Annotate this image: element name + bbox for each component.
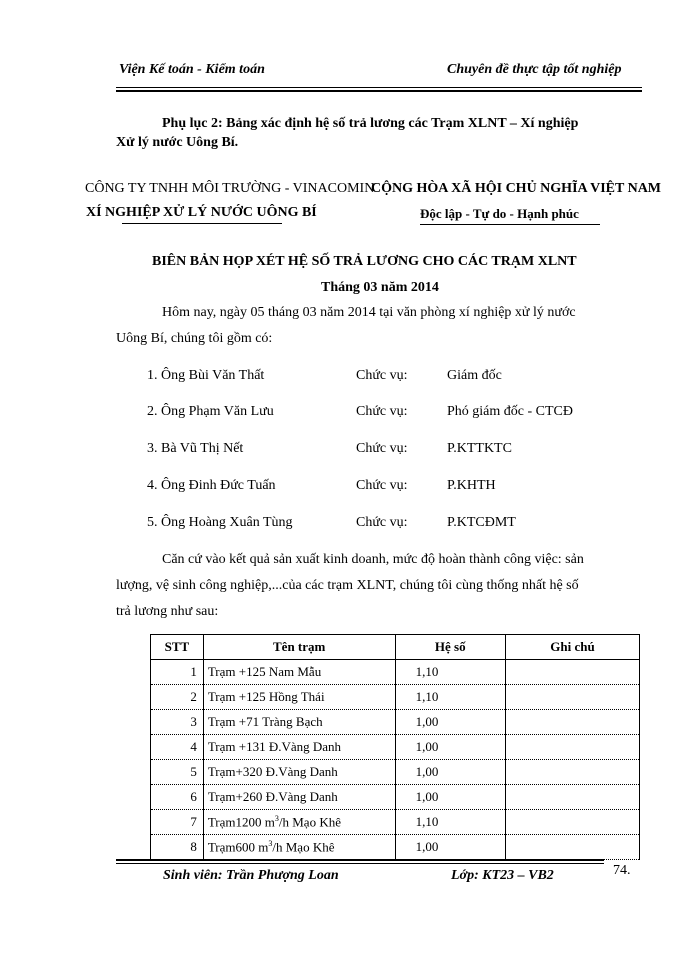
- row-station: [203, 760, 395, 785]
- attendee-2-role: Phó giám đốc - CTCĐ: [447, 404, 573, 419]
- attendee-4-name: 4. Ông Đinh Đức Tuấn: [147, 478, 276, 493]
- header-left: Viện Kế toán - Kiểm toán: [119, 62, 265, 77]
- table-row: [151, 710, 640, 735]
- basis-line2: lượng, vệ sinh công nghiệp,...của các trạm XLNT, chúng tôi cùng thống nhất hệ số: [116, 578, 579, 593]
- appendix-line1: Phụ lục 2: Bảng xác định hệ số trả lương các Trạm XLNT – Xí nghiệp: [162, 116, 579, 131]
- table-row: [151, 760, 640, 785]
- attendee-5-role-label: Chức vụ:: [356, 515, 408, 530]
- unit-superscript: 3: [268, 838, 273, 848]
- basis-line1: Căn cứ vào kết quả sản xuất kinh doanh, mức độ hoàn thành công việc: sản: [162, 552, 584, 567]
- document-title: BIÊN BẢN HỌP XÉT HỆ SỐ TRẢ LƯƠNG CHO CÁC TRẠM XLNT: [152, 254, 577, 269]
- table-row: [151, 785, 640, 810]
- footer-student: Sinh viên: Trần Phượng Loan: [163, 868, 339, 883]
- appendix-line2: Xử lý nước Uông Bí.: [116, 135, 239, 150]
- attendee-5-role: P.KTCĐMT: [447, 515, 516, 530]
- station-name: Trạm600 m: [207, 839, 269, 855]
- station-name: Trạm+260 Đ.Vàng Danh: [207, 789, 338, 804]
- attendee-1-role-label: Chức vụ:: [356, 368, 408, 383]
- row-note: [505, 760, 639, 785]
- row-coefficient: 1,10: [395, 660, 505, 685]
- attendee-3-role-label: Chức vụ:: [356, 441, 408, 456]
- table-row: [151, 735, 640, 760]
- row-coefficient: 1,10: [395, 685, 505, 710]
- attendee-4-role: P.KHTH: [447, 478, 496, 493]
- station-name: Trạm1200 m: [207, 814, 275, 830]
- row-stt: 6: [151, 785, 204, 810]
- table-row: [151, 685, 640, 710]
- header-right: Chuyên đề thực tập tốt nghiệp: [447, 62, 622, 77]
- col-header-station: Tên trạm: [203, 635, 395, 660]
- footer-rule-top: [116, 859, 604, 861]
- enterprise-underline: [122, 223, 282, 224]
- table-row: [151, 835, 640, 860]
- intro-line2: Uông Bí, chúng tôi gồm có:: [116, 331, 273, 346]
- nation-name: CỘNG HÒA XÃ HỘI CHỦ NGHĨA VIỆT NAM: [371, 181, 662, 196]
- row-stt: 8: [151, 835, 204, 860]
- row-station: [203, 810, 395, 835]
- station-name: Trạm +125 Hồng Thái: [207, 689, 325, 704]
- row-coefficient: 1,00: [395, 735, 505, 760]
- row-station: [203, 710, 395, 735]
- row-stt: 4: [151, 735, 204, 760]
- row-note: [505, 785, 639, 810]
- row-station: [203, 835, 395, 860]
- table-header-row: [151, 635, 640, 660]
- station-name-tail: /h Mạo Khê: [278, 814, 341, 830]
- attendee-1-role: Giám đốc: [447, 368, 502, 383]
- row-station: [203, 660, 395, 685]
- row-station: [203, 735, 395, 760]
- enterprise-name: XÍ NGHIỆP XỬ LÝ NƯỚC UÔNG BÍ: [86, 205, 317, 220]
- attendee-5-name: 5. Ông Hoàng Xuân Tùng: [147, 515, 293, 530]
- row-note: [505, 835, 639, 860]
- row-stt: 2: [151, 685, 204, 710]
- table-row: [151, 660, 640, 685]
- attendee-3-name: 3. Bà Vũ Thị Nết: [147, 441, 244, 456]
- header-rule-bottom: [116, 90, 642, 92]
- col-header-stt: STT: [151, 635, 204, 660]
- motto: Độc lập - Tự do - Hạnh phúc: [420, 206, 579, 221]
- row-note: [505, 810, 639, 835]
- page-number: 74.: [613, 863, 631, 878]
- row-coefficient: 1,10: [395, 810, 505, 835]
- row-coefficient: 1,00: [395, 710, 505, 735]
- document-date: Tháng 03 năm 2014: [321, 280, 439, 295]
- attendee-1-name: 1. Ông Bùi Văn Thất: [147, 368, 265, 383]
- row-note: [505, 660, 639, 685]
- coefficient-table: [150, 634, 640, 860]
- footer-class: Lớp: KT23 – VB2: [451, 868, 554, 883]
- row-station: [203, 685, 395, 710]
- row-stt: 1: [151, 660, 204, 685]
- attendee-3-role: P.KTTKTC: [447, 441, 512, 456]
- header-rule-top: [116, 87, 642, 88]
- row-coefficient: 1,00: [395, 835, 505, 860]
- basis-line3: trả lương như sau:: [116, 604, 219, 619]
- station-name-tail: /h Mạo Khê: [272, 839, 335, 855]
- row-note: [505, 685, 639, 710]
- station-name: Trạm +71 Tràng Bạch: [207, 714, 323, 729]
- attendee-4-role-label: Chức vụ:: [356, 478, 408, 493]
- row-coefficient: 1,00: [395, 785, 505, 810]
- footer-rule-bottom: [116, 863, 604, 864]
- station-name: Trạm +131 Đ.Vàng Danh: [207, 739, 342, 754]
- row-coefficient: 1,00: [395, 760, 505, 785]
- col-header-coefficient: Hệ số: [395, 635, 505, 660]
- attendee-2-role-label: Chức vụ:: [356, 404, 408, 419]
- attendee-2-name: 2. Ông Phạm Văn Lưu: [147, 404, 274, 419]
- row-stt: 7: [151, 810, 204, 835]
- motto-underline: [420, 224, 600, 225]
- unit-superscript: 3: [274, 813, 279, 823]
- station-name: Trạm +125 Nam Mẫu: [207, 664, 322, 679]
- row-note: [505, 710, 639, 735]
- company-name: CÔNG TY TNHH MÔI TRƯỜNG - VINACOMIN: [85, 181, 375, 196]
- table-row: [151, 810, 640, 835]
- row-station: [203, 785, 395, 810]
- row-stt: 3: [151, 710, 204, 735]
- row-stt: 5: [151, 760, 204, 785]
- intro-line1: Hôm nay, ngày 05 tháng 03 năm 2014 tại văn phòng xí nghiệp xử lý nước: [162, 305, 576, 320]
- col-header-note: Ghi chú: [505, 635, 639, 660]
- station-name: Trạm+320 Đ.Vàng Danh: [207, 764, 338, 779]
- row-note: [505, 735, 639, 760]
